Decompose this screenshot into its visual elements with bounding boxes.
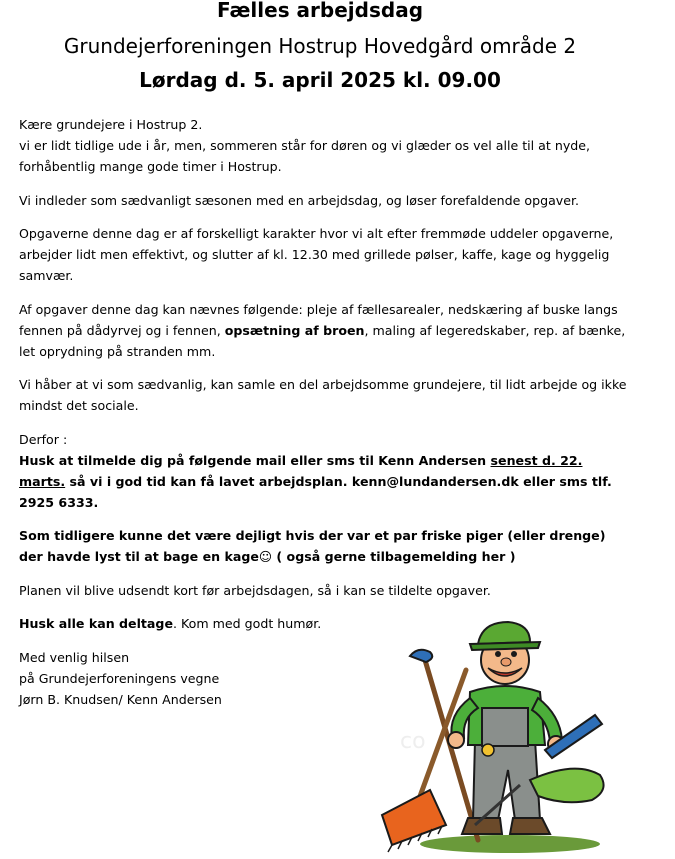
gardener-cartoon-icon xyxy=(370,620,630,859)
greeting: Kære grundejere i Hostrup 2. xyxy=(19,117,203,132)
signup-text: Husk at tilmelde dig på følgende mail eller sms til Kenn Andersen xyxy=(19,452,491,468)
paragraph-season: Vi indleder som sædvanligt sæsonen med en arbejdsdag, og løser forefaldende opgaver. xyxy=(19,192,580,208)
paragraph-signup xyxy=(19,429,629,513)
closing-line-1: Med venlig hilsen xyxy=(19,649,130,665)
everyone-bold: Husk alle kan deltage xyxy=(19,616,173,631)
signup-label: Derfor : xyxy=(19,431,68,447)
signup-contact: så vi i god tid kan få lavet arbejdsplan. kenn@lundandersen.dk eller sms tlf. 2925 6333. xyxy=(19,473,612,510)
association-name: Grundejerforeningen Hostrup Hovedgård område 2 xyxy=(63,34,577,58)
task-list-text-end: , maling af legeredskaber, rep. af bænke, let oprydning på stranden mm. xyxy=(19,322,626,359)
paragraph-cake: Som tidligere kunne det være dejligt hvis der var et par friske piger (eller drenge) der havde lyst til at bage en kage☺ ( også gerne tilbagemelding her ) xyxy=(19,528,606,564)
watermark: co xyxy=(400,729,426,754)
intro-text: vi er lidt tidlige ude i år, men, sommeren står for døren og vi glæder os vel alle til at nyde, forhåbentlig mange gode timer i Hostrup. xyxy=(19,138,591,174)
paragraph-plan: Planen vil blive udsendt kort før arbejdsdagen, så i kan se tildelte opgaver. xyxy=(19,582,491,598)
signature: Jørn B. Knudsen/ Kenn Andersen xyxy=(19,691,222,707)
paragraph-task-list xyxy=(19,299,629,362)
paragraph-intro xyxy=(19,114,629,177)
closing-line-2: på Grundejerforeningens vegne xyxy=(19,670,220,686)
paragraph-hope: Vi håber at vi som sædvanlig, kan samle en del arbejdsomme grundejere, til lidt arbejde og ikke mindst det sociale. xyxy=(19,377,627,413)
event-date: Lørdag d. 5. april 2025 kl. 09.00 xyxy=(139,68,501,92)
signup-deadline: senest d. 22. marts. xyxy=(19,452,583,489)
task-list-text: Af opgaver denne dag kan nævnes følgende: pleje af fællesarealer, nedskæring af buske langs fennen på dådyrvej og i fennen, xyxy=(19,301,618,338)
everyone-rest: . Kom med godt humør. xyxy=(173,616,322,631)
task-highlight: opsætning af broen xyxy=(224,322,365,338)
event-title: Fælles arbejdsdag xyxy=(216,0,424,22)
paragraph-tasks-general: Opgaverne denne dag er af forskelligt karakter hvor vi alt efter fremmøde uddeler opgaverne, arbejder lidt men effektivt, og slutter af kl. 12.30 med grillede pølser, kaffe, kage og hyggelig samvær. xyxy=(19,226,614,283)
